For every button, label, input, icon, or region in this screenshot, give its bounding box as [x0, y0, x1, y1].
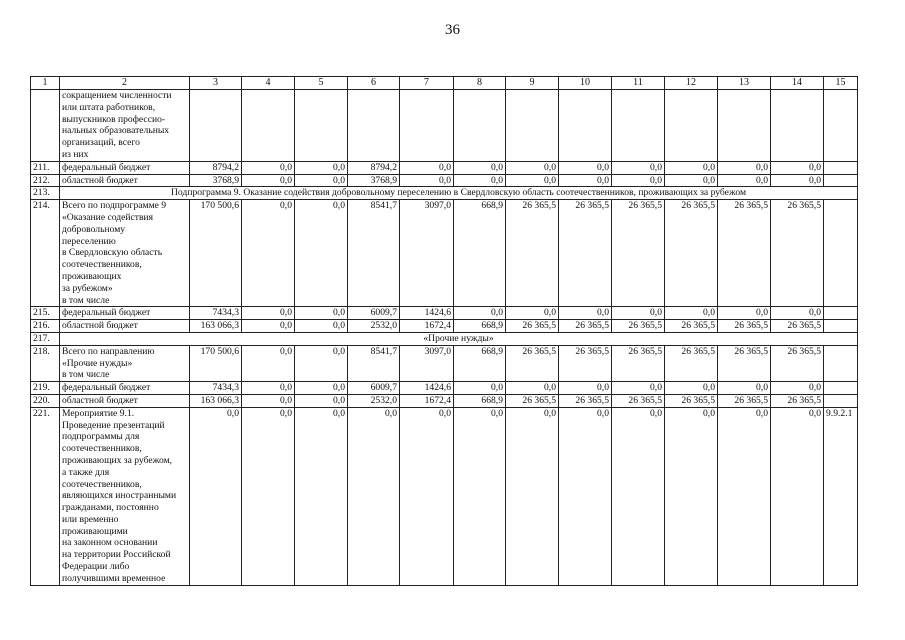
- value-cell: 3097,0: [400, 200, 454, 307]
- row-number: 212.: [31, 174, 60, 187]
- value-cell: 7434,3: [190, 307, 242, 320]
- value-cell: 26 365,5: [718, 200, 771, 307]
- value-cell: 26 365,5: [718, 320, 771, 333]
- value-cell: 0,0: [771, 407, 824, 585]
- value-cell: 0,0: [559, 307, 612, 320]
- value-cell: 170 500,6: [190, 200, 242, 307]
- value-cell: [665, 90, 718, 162]
- value-cell: 3097,0: [400, 345, 454, 381]
- value-cell: 26 365,5: [506, 320, 559, 333]
- header-cell: 13: [718, 77, 771, 90]
- value-cell: 0,0: [612, 174, 665, 187]
- value-cell: 0,0: [295, 320, 348, 333]
- value-cell: 26 365,5: [559, 200, 612, 307]
- value-cell: 26 365,5: [771, 394, 824, 407]
- value-cell: 0,0: [242, 407, 295, 585]
- target-code: [824, 394, 858, 407]
- header-cell: 3: [190, 77, 242, 90]
- value-cell: 0,0: [242, 320, 295, 333]
- value-cell: 0,0: [665, 161, 718, 174]
- section-title: Подпрограмма 9. Оказание содействия добровольному переселению в Свердловскую область соотечественников, проживающих за рубежом: [60, 187, 858, 200]
- row-label: сокращением численности или штата работников, выпускников профессио- нальных образовательных организаций, всего из них: [60, 90, 190, 162]
- value-cell: 1672,4: [400, 320, 454, 333]
- value-cell: 0,0: [454, 174, 506, 187]
- row-number: [31, 90, 60, 162]
- value-cell: 0,0: [665, 407, 718, 585]
- value-cell: 26 365,5: [559, 394, 612, 407]
- value-cell: 0,0: [771, 382, 824, 395]
- value-cell: 1424,6: [400, 382, 454, 395]
- header-cell: 9: [506, 77, 559, 90]
- value-cell: [506, 90, 559, 162]
- value-cell: 3768,9: [190, 174, 242, 187]
- value-cell: 0,0: [506, 382, 559, 395]
- value-cell: 668,9: [454, 320, 506, 333]
- table-row: [31, 307, 858, 320]
- value-cell: 0,0: [506, 161, 559, 174]
- row-number: 220.: [31, 394, 60, 407]
- section-title: «Прочие нужды»: [60, 332, 858, 345]
- value-cell: 0,0: [559, 161, 612, 174]
- value-cell: 0,0: [454, 307, 506, 320]
- header-row: [31, 77, 858, 90]
- value-cell: 6009,7: [348, 307, 400, 320]
- table-row: [31, 345, 858, 381]
- row-number: 211.: [31, 161, 60, 174]
- row-number: 215.: [31, 307, 60, 320]
- value-cell: 0,0: [454, 407, 506, 585]
- target-code: [824, 174, 858, 187]
- value-cell: 0,0: [506, 307, 559, 320]
- value-cell: 26 365,5: [612, 345, 665, 381]
- value-cell: 0,0: [295, 161, 348, 174]
- row-label: федеральный бюджет: [60, 307, 190, 320]
- target-code: 9.9.2.1: [824, 407, 858, 585]
- value-cell: 0,0: [295, 174, 348, 187]
- row-label: областной бюджет: [60, 394, 190, 407]
- value-cell: 0,0: [190, 407, 242, 585]
- value-cell: 0,0: [242, 200, 295, 307]
- value-cell: 668,9: [454, 345, 506, 381]
- target-code: [824, 161, 858, 174]
- value-cell: 668,9: [454, 200, 506, 307]
- value-cell: 0,0: [612, 307, 665, 320]
- target-code: [824, 345, 858, 381]
- value-cell: 170 500,6: [190, 345, 242, 381]
- row-label: Всего по подпрограмме 9 «Оказание содействия добровольному переселению в Свердловскую область соотечественников, проживающих за рубежом» в том числе: [60, 200, 190, 307]
- value-cell: [771, 90, 824, 162]
- row-number: 218.: [31, 345, 60, 381]
- header-cell: 14: [771, 77, 824, 90]
- value-cell: 0,0: [718, 174, 771, 187]
- value-cell: 0,0: [295, 394, 348, 407]
- header-cell: 7: [400, 77, 454, 90]
- value-cell: 26 365,5: [665, 320, 718, 333]
- table-row: [31, 174, 858, 187]
- value-cell: [348, 90, 400, 162]
- value-cell: 26 365,5: [771, 320, 824, 333]
- target-code: [824, 382, 858, 395]
- value-cell: 0,0: [559, 407, 612, 585]
- value-cell: 26 365,5: [771, 345, 824, 381]
- value-cell: 0,0: [242, 307, 295, 320]
- value-cell: 26 365,5: [506, 345, 559, 381]
- value-cell: 0,0: [665, 174, 718, 187]
- value-cell: 0,0: [242, 345, 295, 381]
- value-cell: 0,0: [242, 394, 295, 407]
- value-cell: 0,0: [771, 307, 824, 320]
- table-row: [31, 394, 858, 407]
- header-cell: 8: [454, 77, 506, 90]
- value-cell: 163 066,3: [190, 394, 242, 407]
- value-cell: 0,0: [718, 161, 771, 174]
- target-code: [824, 320, 858, 333]
- value-cell: 0,0: [295, 307, 348, 320]
- row-label: областной бюджет: [60, 320, 190, 333]
- value-cell: 26 365,5: [665, 394, 718, 407]
- row-label: Мероприятие 9.1. Проведение презентаций подпрограммы для соотечественников, проживающих за рубежом, а также для соотечественников, являющихся иностранными гражданами, постоянно или временно проживающими на законном основании на территории Российской Федерации либо получившими временное: [60, 407, 190, 585]
- header-cell: 6: [348, 77, 400, 90]
- page-number: 36: [445, 22, 460, 38]
- row-label: Всего по направлению «Прочие нужды» в том числе: [60, 345, 190, 381]
- value-cell: 1424,6: [400, 307, 454, 320]
- value-cell: 26 365,5: [506, 200, 559, 307]
- table-row: [31, 320, 858, 333]
- table-row: [31, 200, 858, 307]
- row-number: 216.: [31, 320, 60, 333]
- value-cell: 8541,7: [348, 200, 400, 307]
- value-cell: 26 365,5: [612, 320, 665, 333]
- value-cell: 0,0: [242, 174, 295, 187]
- value-cell: 0,0: [242, 161, 295, 174]
- row-label: федеральный бюджет: [60, 382, 190, 395]
- row-number: 217.: [31, 332, 60, 345]
- value-cell: 7434,3: [190, 382, 242, 395]
- value-cell: 0,0: [771, 174, 824, 187]
- header-cell: 15: [824, 77, 858, 90]
- value-cell: 0,0: [718, 382, 771, 395]
- value-cell: 0,0: [295, 345, 348, 381]
- value-cell: 6009,7: [348, 382, 400, 395]
- value-cell: 0,0: [348, 407, 400, 585]
- value-cell: 8794,2: [190, 161, 242, 174]
- header-cell: 10: [559, 77, 612, 90]
- value-cell: [190, 90, 242, 162]
- value-cell: 3768,9: [348, 174, 400, 187]
- value-cell: 8794,2: [348, 161, 400, 174]
- table-row: [31, 161, 858, 174]
- header-cell: 1: [31, 77, 60, 90]
- value-cell: 0,0: [295, 407, 348, 585]
- value-cell: 0,0: [454, 382, 506, 395]
- value-cell: 0,0: [400, 407, 454, 585]
- value-cell: 0,0: [718, 307, 771, 320]
- row-number: 219.: [31, 382, 60, 395]
- value-cell: 0,0: [559, 382, 612, 395]
- target-code: [824, 307, 858, 320]
- value-cell: 26 365,5: [665, 345, 718, 381]
- value-cell: 26 365,5: [612, 200, 665, 307]
- table-row: [31, 382, 858, 395]
- row-number: 213.: [31, 187, 60, 200]
- value-cell: 668,9: [454, 394, 506, 407]
- row-number: 214.: [31, 200, 60, 307]
- header-cell: 5: [295, 77, 348, 90]
- target-code: [824, 90, 858, 162]
- value-cell: 163 066,3: [190, 320, 242, 333]
- value-cell: 0,0: [612, 382, 665, 395]
- value-cell: 26 365,5: [718, 345, 771, 381]
- budget-table: [30, 76, 858, 586]
- value-cell: 1672,4: [400, 394, 454, 407]
- value-cell: 0,0: [771, 161, 824, 174]
- row-label: областной бюджет: [60, 174, 190, 187]
- table-row: [31, 407, 858, 585]
- value-cell: 0,0: [295, 200, 348, 307]
- table-row: [31, 90, 858, 162]
- value-cell: 26 365,5: [506, 394, 559, 407]
- table-row: [31, 187, 858, 200]
- value-cell: 0,0: [718, 407, 771, 585]
- value-cell: 0,0: [295, 382, 348, 395]
- value-cell: [612, 90, 665, 162]
- value-cell: [559, 90, 612, 162]
- value-cell: [718, 90, 771, 162]
- value-cell: 0,0: [612, 407, 665, 585]
- value-cell: 0,0: [400, 174, 454, 187]
- row-label: федеральный бюджет: [60, 161, 190, 174]
- table-row: [31, 332, 858, 345]
- value-cell: 26 365,5: [718, 394, 771, 407]
- value-cell: 0,0: [559, 174, 612, 187]
- value-cell: 2532,0: [348, 320, 400, 333]
- header-cell: 4: [242, 77, 295, 90]
- header-cell: 12: [665, 77, 718, 90]
- value-cell: 0,0: [612, 161, 665, 174]
- value-cell: 26 365,5: [665, 200, 718, 307]
- header-cell: 11: [612, 77, 665, 90]
- value-cell: 0,0: [242, 382, 295, 395]
- value-cell: 0,0: [506, 174, 559, 187]
- row-number: 221.: [31, 407, 60, 585]
- value-cell: 0,0: [454, 161, 506, 174]
- value-cell: 26 365,5: [771, 200, 824, 307]
- value-cell: 26 365,5: [559, 320, 612, 333]
- value-cell: 8541,7: [348, 345, 400, 381]
- value-cell: [454, 90, 506, 162]
- value-cell: [400, 90, 454, 162]
- target-code: [824, 200, 858, 307]
- value-cell: [242, 90, 295, 162]
- value-cell: 0,0: [665, 382, 718, 395]
- value-cell: 26 365,5: [612, 394, 665, 407]
- value-cell: 26 365,5: [559, 345, 612, 381]
- value-cell: 0,0: [665, 307, 718, 320]
- header-cell: 2: [60, 77, 190, 90]
- value-cell: 0,0: [506, 407, 559, 585]
- value-cell: 0,0: [400, 161, 454, 174]
- value-cell: 2532,0: [348, 394, 400, 407]
- value-cell: [295, 90, 348, 162]
